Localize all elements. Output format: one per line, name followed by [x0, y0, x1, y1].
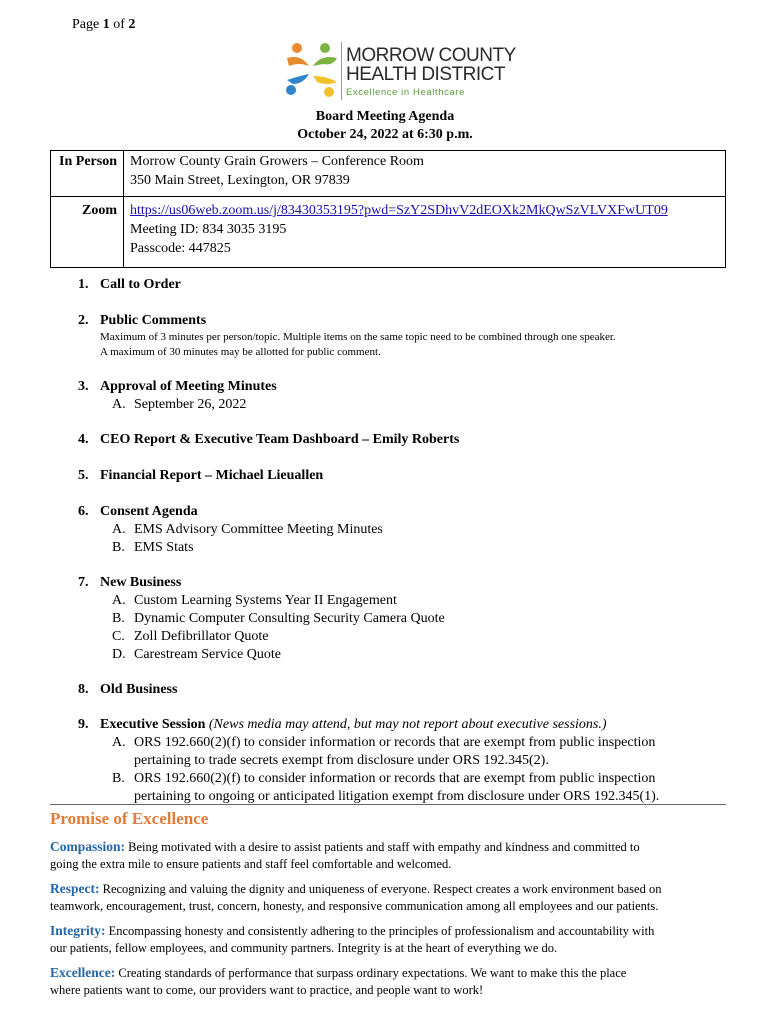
value-excellence: Excellence: Creating standards of performance that surpass ordinary expectations. We want to make this the place where patients want to come, our providers want to practice, and people want to work! — [50, 965, 627, 997]
agenda-item-2: 2. Public Comments — [78, 313, 207, 328]
agenda-item-6: 6. Consent Agenda — [78, 504, 198, 519]
sub-item-continued: pertaining to trade secrets exempt from disclosure under ORS 192.345(2). — [134, 753, 549, 768]
page-number: Page 1 of 2 — [72, 17, 136, 32]
in-person-address: 350 Main Street, Lexington, OR 97839 — [130, 173, 350, 188]
zoom-link[interactable]: https://us06web.zoom.us/j/83430353195?pwd=SzY2SDhvV2dEOXk2MkQwSzVLVXFwUT09 — [130, 203, 668, 218]
agenda-title: Board Meeting Agenda — [315, 109, 455, 124]
zoom-label: Zoom — [51, 197, 124, 268]
people-circle-logo-icon — [283, 40, 341, 102]
sub-item: A. ORS 192.660(2)(f) to consider information or records that are exempt from public inspection — [112, 735, 656, 750]
zoom-row — [51, 197, 726, 268]
agenda-date: October 24, 2022 at 6:30 p.m. — [297, 127, 473, 142]
in-person-row — [51, 151, 726, 197]
logo-divider — [341, 42, 342, 100]
sub-item: C. Zoll Defibrillator Quote — [112, 629, 269, 644]
district-logo — [283, 40, 523, 102]
in-person-venue: Morrow County Grain Growers – Conference Room — [130, 154, 424, 169]
agenda-item-7: 7. New Business — [78, 575, 182, 590]
agenda-item-9: 9. Executive Session (News media may attend, but may not report about executive sessions.) — [78, 717, 607, 732]
sub-item: D. Carestream Service Quote — [112, 647, 281, 662]
agenda-item-3: 3. Approval of Meeting Minutes — [78, 379, 277, 394]
value-integrity: Integrity: Encompassing honesty and consistently adhering to the principles of professionalism and accountability with our patients, fellow employees, and community partners. Integrity is at the heart of everything we do. — [50, 923, 655, 955]
meeting-location-table — [50, 150, 726, 268]
in-person-label: In Person — [51, 151, 124, 197]
sub-item: B. Dynamic Computer Consulting Security Camera Quote — [112, 611, 445, 626]
value-compassion: Compassion: Being motivated with a desire to assist patients and staff with empathy and kindness and committed to going the extra mile to ensure patients and staff feel comfortable and welcomed. — [50, 839, 640, 871]
agenda-item-5: 5. Financial Report – Michael Lieuallen — [78, 468, 324, 483]
sub-item: A. September 26, 2022 — [112, 397, 247, 412]
agenda-item-4: 4. CEO Report & Executive Team Dashboard – Emily Roberts — [78, 432, 460, 447]
sub-item: A. Custom Learning Systems Year II Engagement — [112, 593, 397, 608]
section-divider — [50, 804, 726, 805]
sub-item: B. ORS 192.660(2)(f) to consider information or records that are exempt from public inspection — [112, 771, 656, 786]
logo-name-line1: MORROW COUNTY — [346, 45, 516, 66]
sub-item-continued: pertaining to ongoing or anticipated litigation exempt from disclosure under ORS 192.345(1). — [134, 789, 660, 804]
executive-session-note: (News media may attend, but may not report about executive sessions.) — [208, 717, 607, 732]
agenda-item-1: 1. Call to Order — [78, 277, 181, 292]
public-comment-note-1: Maximum of 3 minutes per person/topic. Multiple items on the same topic need to be combined through one speaker. — [100, 331, 616, 343]
public-comment-note-2: A maximum of 30 minutes may be allotted for public comment. — [100, 346, 381, 358]
promise-title: Promise of Excellence — [50, 809, 209, 828]
agenda-item-8: 8. Old Business — [78, 682, 178, 697]
sub-item: A. EMS Advisory Committee Meeting Minutes — [112, 522, 383, 537]
meeting-id: Meeting ID: 834 3035 3195 — [130, 222, 287, 237]
passcode: Passcode: 447825 — [130, 241, 231, 256]
sub-item: B. EMS Stats — [112, 540, 194, 555]
logo-name-line2: HEALTH DISTRICT — [346, 64, 505, 85]
value-respect: Respect: Recognizing and valuing the dignity and uniqueness of everyone. Respect creates a work environment based on teamwork, encouragement, trust, concern, honesty, and responsive communication among all employees and our patients. — [50, 881, 662, 913]
logo-tagline: Excellence in Healthcare — [346, 87, 465, 98]
